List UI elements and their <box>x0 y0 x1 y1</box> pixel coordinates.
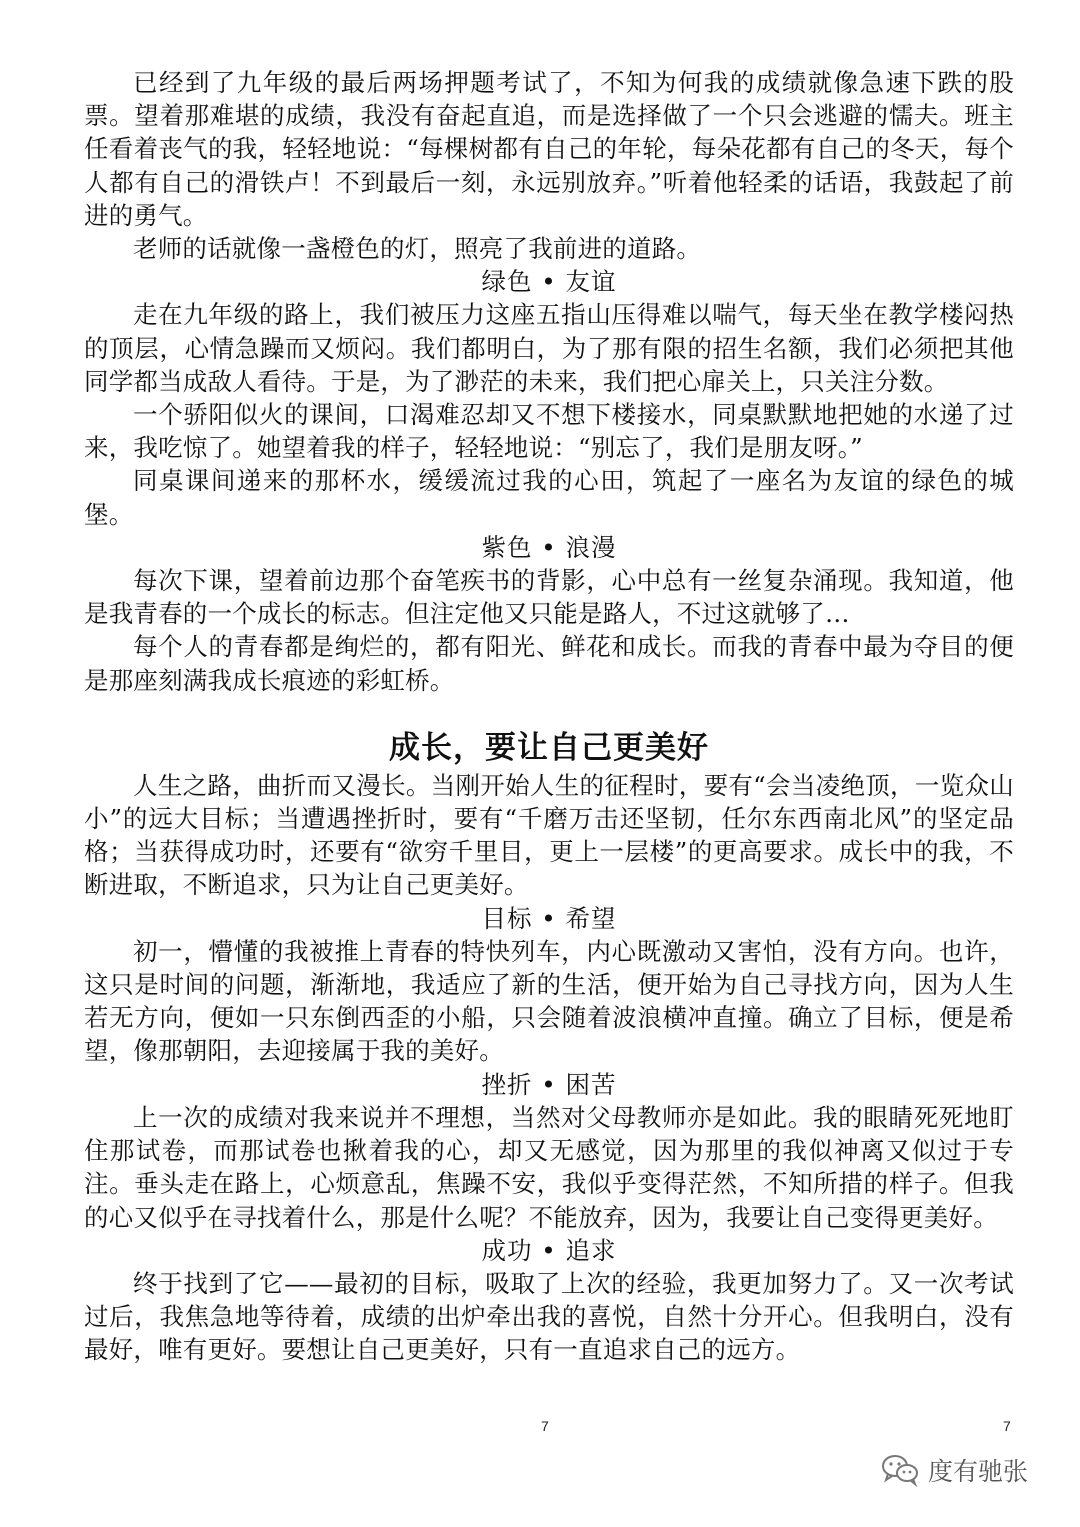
paragraph: 同桌课间递来的那杯水，缓缓流过我的心田，筑起了一座名为友谊的绿色的城堡。 <box>84 466 1014 529</box>
paragraph: 已经到了九年级的最后两场押题考试了，不知为何我的成绩就像急速下跌的股票。望着那难堪的成绩，我没有奋起直追，而是选择做了一个只会逃避的懦夫。班主任看着丧气的我，轻轻地说：“每棵树都有自己的年轮，每朵花都有自己的冬天，每个人都有自己的滑铁卢！不到最后一刻，永远别放弃。”听着他轻柔的话语，我鼓起了前进的勇气。 <box>84 68 1014 230</box>
paragraph: 每次下课，望着前边那个奋笔疾书的背影，心中总有一丝复杂涌现。我知道，他是我青春的一个成长的标志。但注定他又只能是路人，不过这就够了… <box>84 566 1014 629</box>
paragraph: 一个骄阳似火的课间，口渴难忍却又不想下楼接水，同桌默默地把她的水递了过来，我吃惊了。她望着我的样子，轻轻地说：“别忘了，我们是朋友呀。” <box>84 400 1014 463</box>
wechat-icon <box>880 1453 920 1487</box>
section-heading-green: 绿色 • 友谊 <box>481 267 617 297</box>
section-heading-goal: 目标 • 希望 <box>481 903 617 933</box>
page-number-left: 7 <box>541 1418 549 1434</box>
watermark <box>880 1450 1028 1490</box>
paragraph: 初一，懵懂的我被推上青春的特快列车，内心既激动又害怕，没有方向。也许，这只是时间的问题，渐渐地，我适应了新的生活，便开始为自己寻找方向，因为人生若无方向，便如一只东倒西歪的小船，只会随着波浪横冲直撞。确立了目标，便是希望，像那朝阳，去迎接属于我的美好。 <box>84 936 1014 1066</box>
page-number-right: 7 <box>1003 1418 1011 1434</box>
paragraph: 老师的话就像一盏橙色的灯，照亮了我前进的道路。 <box>133 234 702 264</box>
paragraph: 每个人的青春都是绚烂的，都有阳光、鲜花和成长。而我的青春中最为夺目的便是那座刻满我成长痕迹的彩虹桥。 <box>84 632 1014 695</box>
spacer <box>84 697 1014 727</box>
document-body <box>84 66 1014 1367</box>
essay-title: 成长，要让自己更美好 <box>389 729 709 766</box>
section-heading-success: 成功 • 追求 <box>481 1235 617 1265</box>
section-heading-setback: 挫折 • 困苦 <box>481 1069 617 1099</box>
section-heading-purple: 紫色 • 浪漫 <box>481 532 617 562</box>
paragraph: 上一次的成绩对我来说并不理想，当然对父母教师亦是如此。我的眼睛死死地盯住那试卷，而那试卷也揪着我的心，却又无感觉，因为那里的我似神离又似过于专注。垂头走在路上，心烦意乱，焦躁不安，我似乎变得茫然，不知所措的样子。但我的心又似乎在寻找着什么，那是什么呢？不能放弃，因为，我要让自己变得更美好。 <box>84 1102 1014 1232</box>
paragraph: 人生之路，曲折而又漫长。当刚开始人生的征程时，要有“会当凌绝顶，一览众山小”的远大目标；当遭遇挫折时，要有“千磨万击还坚韧，任尔东西南北风”的坚定品格；当获得成功时，还要有“欲穷千里目，更上一层楼”的更高要求。成长中的我，不断进取，不断追求，只为让自己更美好。 <box>84 770 1014 900</box>
paragraph: 走在九年级的路上，我们被压力这座五指山压得难以喘气，每天坐在教学楼闷热的顶层，心情急躁而又烦闷。我们都明白，为了那有限的招生名额，我们必须把其他同学都当成敌人看待。于是，为了渺茫的未来，我们把心扉关上，只关注分数。 <box>84 300 1014 396</box>
watermark-text: 度有驰张 <box>928 1457 1029 1486</box>
paragraph: 终于找到了它——最初的目标，吸取了上次的经验，我更加努力了。又一次考试过后，我焦急地等待着，成绩的出炉牵出我的喜悦，自然十分开心。但我明白，没有最好，唯有更好。要想让自己更美好，只有一直追求自己的远方。 <box>84 1268 1014 1365</box>
